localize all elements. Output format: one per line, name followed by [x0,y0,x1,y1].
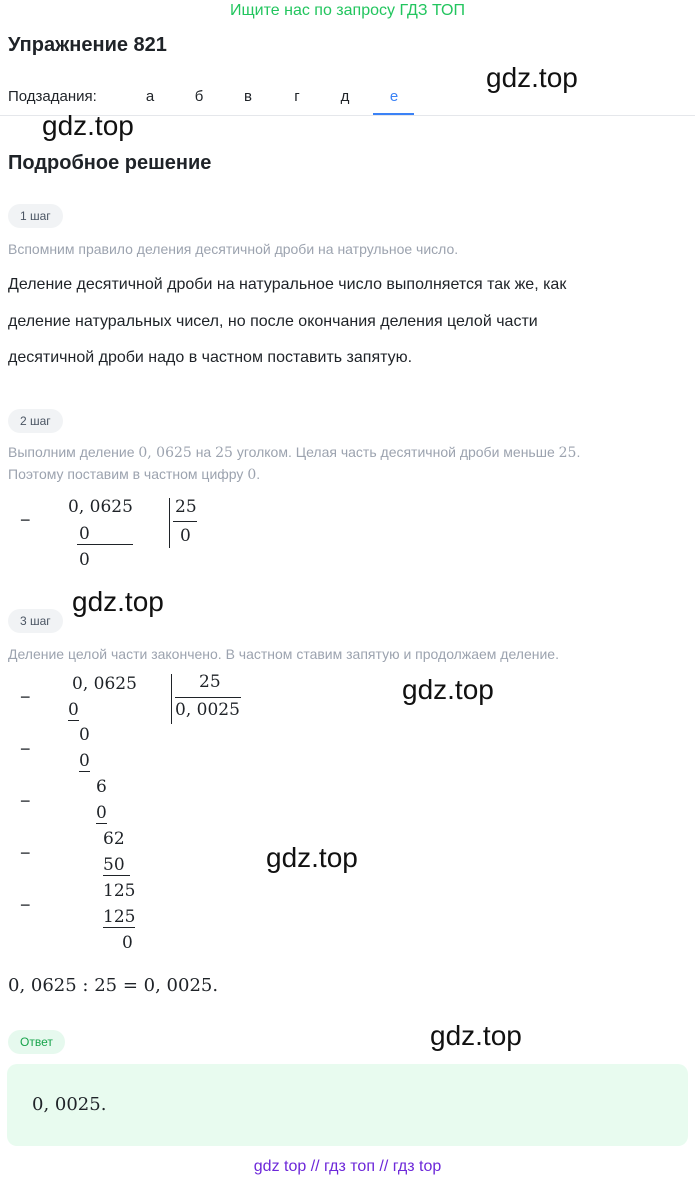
division-row: 0 [79,725,90,745]
hint-text: Поэтому поставим в частном цифру [8,466,248,482]
step-1-badge: 1 шаг [8,204,63,228]
step-1-text-line: деление натуральных чисел, но после окончания деления целой части [8,313,538,330]
minus-sign: − [20,687,31,707]
hint-text: на [191,444,216,460]
answer-box [7,1064,688,1146]
minus-sign: − [20,739,31,759]
watermark: gdz.top [42,110,134,141]
answer-badge: Ответ [8,1030,65,1054]
hint-text: . [256,466,261,482]
subtask-v[interactable]: в [244,88,252,105]
quotient: 0, 0025 [175,700,240,720]
watermark: gdz.top [402,674,494,705]
subtask-d[interactable]: д [340,88,350,105]
minus-sign: − [20,791,31,811]
minus-sign: − [20,843,31,863]
dividend: 0, 0625 [68,497,133,517]
division-row: 125 [103,881,136,901]
divisor-line [175,697,241,698]
subtask-a[interactable]: а [145,88,155,105]
step-3-hint: Деление целой части закончено. В частном ставим запятую и продолжаем деление. [8,646,559,662]
watermark: gdz.top [430,1020,522,1051]
section-title: Подробное решение [8,152,212,174]
division-row: 62 [103,829,125,849]
subtrahend: 0 [79,524,90,544]
step-2-badge: 2 шаг [8,409,63,433]
hint-text: уголком. Целая часть десятичной дроби меньше [232,444,559,460]
subtasks-label: Подзадания: [8,88,97,105]
remainder: 0 [79,550,90,570]
step-2-hint-line-1 [8,444,580,461]
hint-text: . [576,444,581,460]
hint-math: 25 [558,445,577,461]
answer-value: 0, 0025. [32,1094,107,1115]
division-row: 0 [68,700,79,720]
subtask-b[interactable]: б [194,88,204,105]
watermark: gdz.top [486,62,578,93]
watermark: gdz.top [266,842,358,873]
footer-links[interactable]: gdz top // гдз топ // гдз top [253,1158,442,1175]
step-1-hint: Вспомним правило деления десятичной дроби на натрульное число. [8,241,459,257]
division-bracket [171,674,172,724]
subtask-e-active[interactable]: е [389,88,399,105]
step-1-text-line: Деление десятичной дроби на натуральное число выполняется так же, как [8,276,567,293]
divisor: 25 [199,672,221,692]
hint-math: 25 [215,445,233,461]
minus-sign: − [20,895,31,915]
step-3-badge: 3 шаг [8,609,63,633]
division-row: 0 [122,933,133,953]
division-row: 0 [79,751,90,771]
division-row: 50 [103,855,130,876]
subtraction-line [77,544,133,545]
dividend: 0, 0625 [72,674,137,694]
divisor: 25 [175,497,197,517]
hint-math: 0, 0625 [138,445,192,461]
subtask-g[interactable]: г [294,88,300,105]
step-1-text-line: десятичной дроби надо в частном поставить запятую. [8,349,413,366]
division-row: 0 [96,803,107,823]
division-row: 6 [96,777,107,797]
step-2-hint-line-2 [8,466,260,483]
watermark: gdz.top [72,586,164,617]
minus-sign: − [20,510,31,530]
hint-math: 0 [247,467,257,483]
page-title: Упражнение 821 [8,34,167,56]
divisor-line [173,521,197,522]
quotient: 0 [180,526,191,546]
hint-text: Выполним деление [8,444,139,460]
step-3-result: 0, 0625 : 25 = 0, 0025. [8,975,219,996]
division-row: 125 [103,907,136,927]
division-bracket [169,498,170,548]
search-hint-link[interactable]: Ищите нас по запросу ГДЗ ТОП [230,2,465,19]
